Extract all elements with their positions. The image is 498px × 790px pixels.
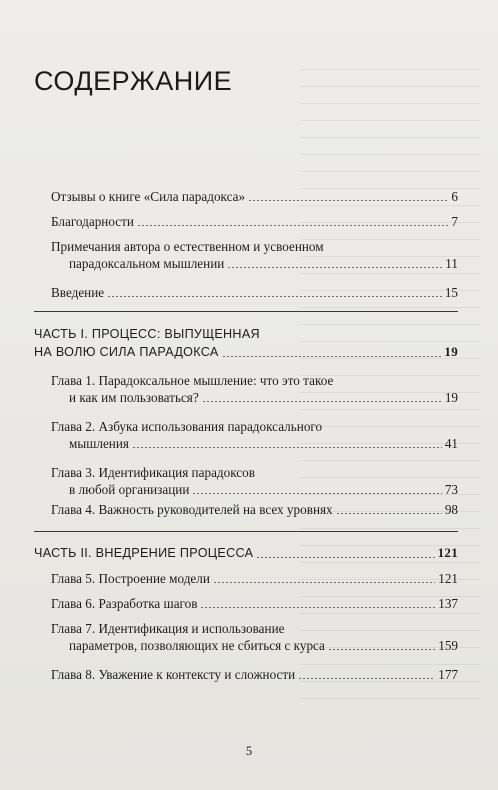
section-divider xyxy=(34,311,458,312)
leader-dots xyxy=(132,447,442,448)
toc-entry-title: Глава 5. Построение модели xyxy=(51,571,210,586)
leader-dots xyxy=(137,225,448,226)
toc-entry-introduction xyxy=(34,284,458,301)
toc-page-number: 137 xyxy=(438,596,458,611)
toc-part-1 xyxy=(34,326,458,361)
leader-dots xyxy=(202,401,442,402)
toc-chapter-6 xyxy=(34,595,458,612)
toc-entry-title-cont: парадоксальном мышлении xyxy=(69,256,225,271)
toc-page-number: 98 xyxy=(444,502,458,517)
leader-dots xyxy=(227,267,442,268)
toc-entry-acknowledgements xyxy=(34,213,458,230)
leader-dots xyxy=(336,513,442,514)
toc-chapter-2 xyxy=(34,418,458,452)
toc-entry-title: Благодарности xyxy=(51,214,134,229)
toc-chapter-4 xyxy=(34,501,458,518)
toc-page-number: 6 xyxy=(451,189,458,204)
toc-page-number: 7 xyxy=(451,214,458,229)
toc-entry-title: Глава 7. Идентификация и использование xyxy=(51,621,285,636)
toc-entry-title: Глава 6. Разработка шагов xyxy=(51,596,198,611)
toc-page-number: 177 xyxy=(438,667,458,682)
toc-chapter-7 xyxy=(34,620,458,654)
toc-chapter-8 xyxy=(34,666,458,683)
leader-dots xyxy=(328,649,435,650)
leader-dots xyxy=(200,607,435,608)
leader-dots xyxy=(256,557,434,558)
toc-entry-title: Глава 2. Азбука использования парадоксального xyxy=(51,419,323,434)
toc-page-number: 19 xyxy=(444,390,458,405)
leader-dots xyxy=(107,296,442,297)
toc-entry-title: Глава 8. Уважение к контексту и сложности xyxy=(51,667,296,682)
toc-entry-title-cont: параметров, позволяющих не сбиться с курса xyxy=(69,638,325,653)
toc-entry-title: Отзывы о книге «Сила парадокса» xyxy=(51,189,246,204)
toc-entry-title: Глава 3. Идентификация парадоксов xyxy=(51,465,255,480)
toc-entry-author-notes xyxy=(34,238,458,272)
toc-entry-title-cont: в любой организации xyxy=(69,482,190,497)
toc-entry-title: Примечания автора о естественном и усвоенном xyxy=(51,239,324,254)
toc-page-number: 159 xyxy=(438,638,458,653)
toc-page-number: 19 xyxy=(444,344,458,359)
toc-chapter-1 xyxy=(34,372,458,406)
section-divider xyxy=(34,531,458,532)
toc-page-number: 121 xyxy=(438,571,458,586)
leader-dots xyxy=(213,582,435,583)
toc-part-2 xyxy=(34,544,458,562)
toc-chapter-3 xyxy=(34,464,458,498)
toc-part-title: ЧАСТЬ II. ВНЕДРЕНИЕ ПРОЦЕССА xyxy=(34,546,254,560)
toc-entry-title: Глава 1. Парадоксальное мышление: что это такое xyxy=(51,373,334,388)
toc-entry-reviews xyxy=(34,188,458,205)
leader-dots xyxy=(248,200,448,201)
leader-dots xyxy=(298,678,435,679)
toc-page-number: 15 xyxy=(444,285,458,300)
toc-entry-title-cont: и как им пользоваться? xyxy=(69,390,199,405)
leader-dots xyxy=(192,493,441,494)
toc-entry-title: Глава 4. Важность руководителей на всех уровнях xyxy=(51,502,333,517)
toc-entry-title-cont: мышления xyxy=(69,436,129,451)
page-title: СОДЕРЖАНИЕ xyxy=(34,66,233,96)
page-number: 5 xyxy=(245,744,253,758)
toc-entry-title: Введение xyxy=(51,285,105,300)
toc-page-number: 41 xyxy=(444,436,458,451)
toc-chapter-5 xyxy=(34,570,458,587)
leader-dots xyxy=(222,356,442,357)
toc-page-number: 121 xyxy=(437,545,458,560)
toc-part-title: ЧАСТЬ I. ПРОЦЕСС: ВЫПУЩЕННАЯ xyxy=(34,327,260,341)
toc-part-title-cont: НА ВОЛЮ СИЛА ПАРАДОКСА xyxy=(34,345,219,359)
toc-page-number: 11 xyxy=(445,256,458,271)
toc-page-number: 73 xyxy=(444,482,458,497)
